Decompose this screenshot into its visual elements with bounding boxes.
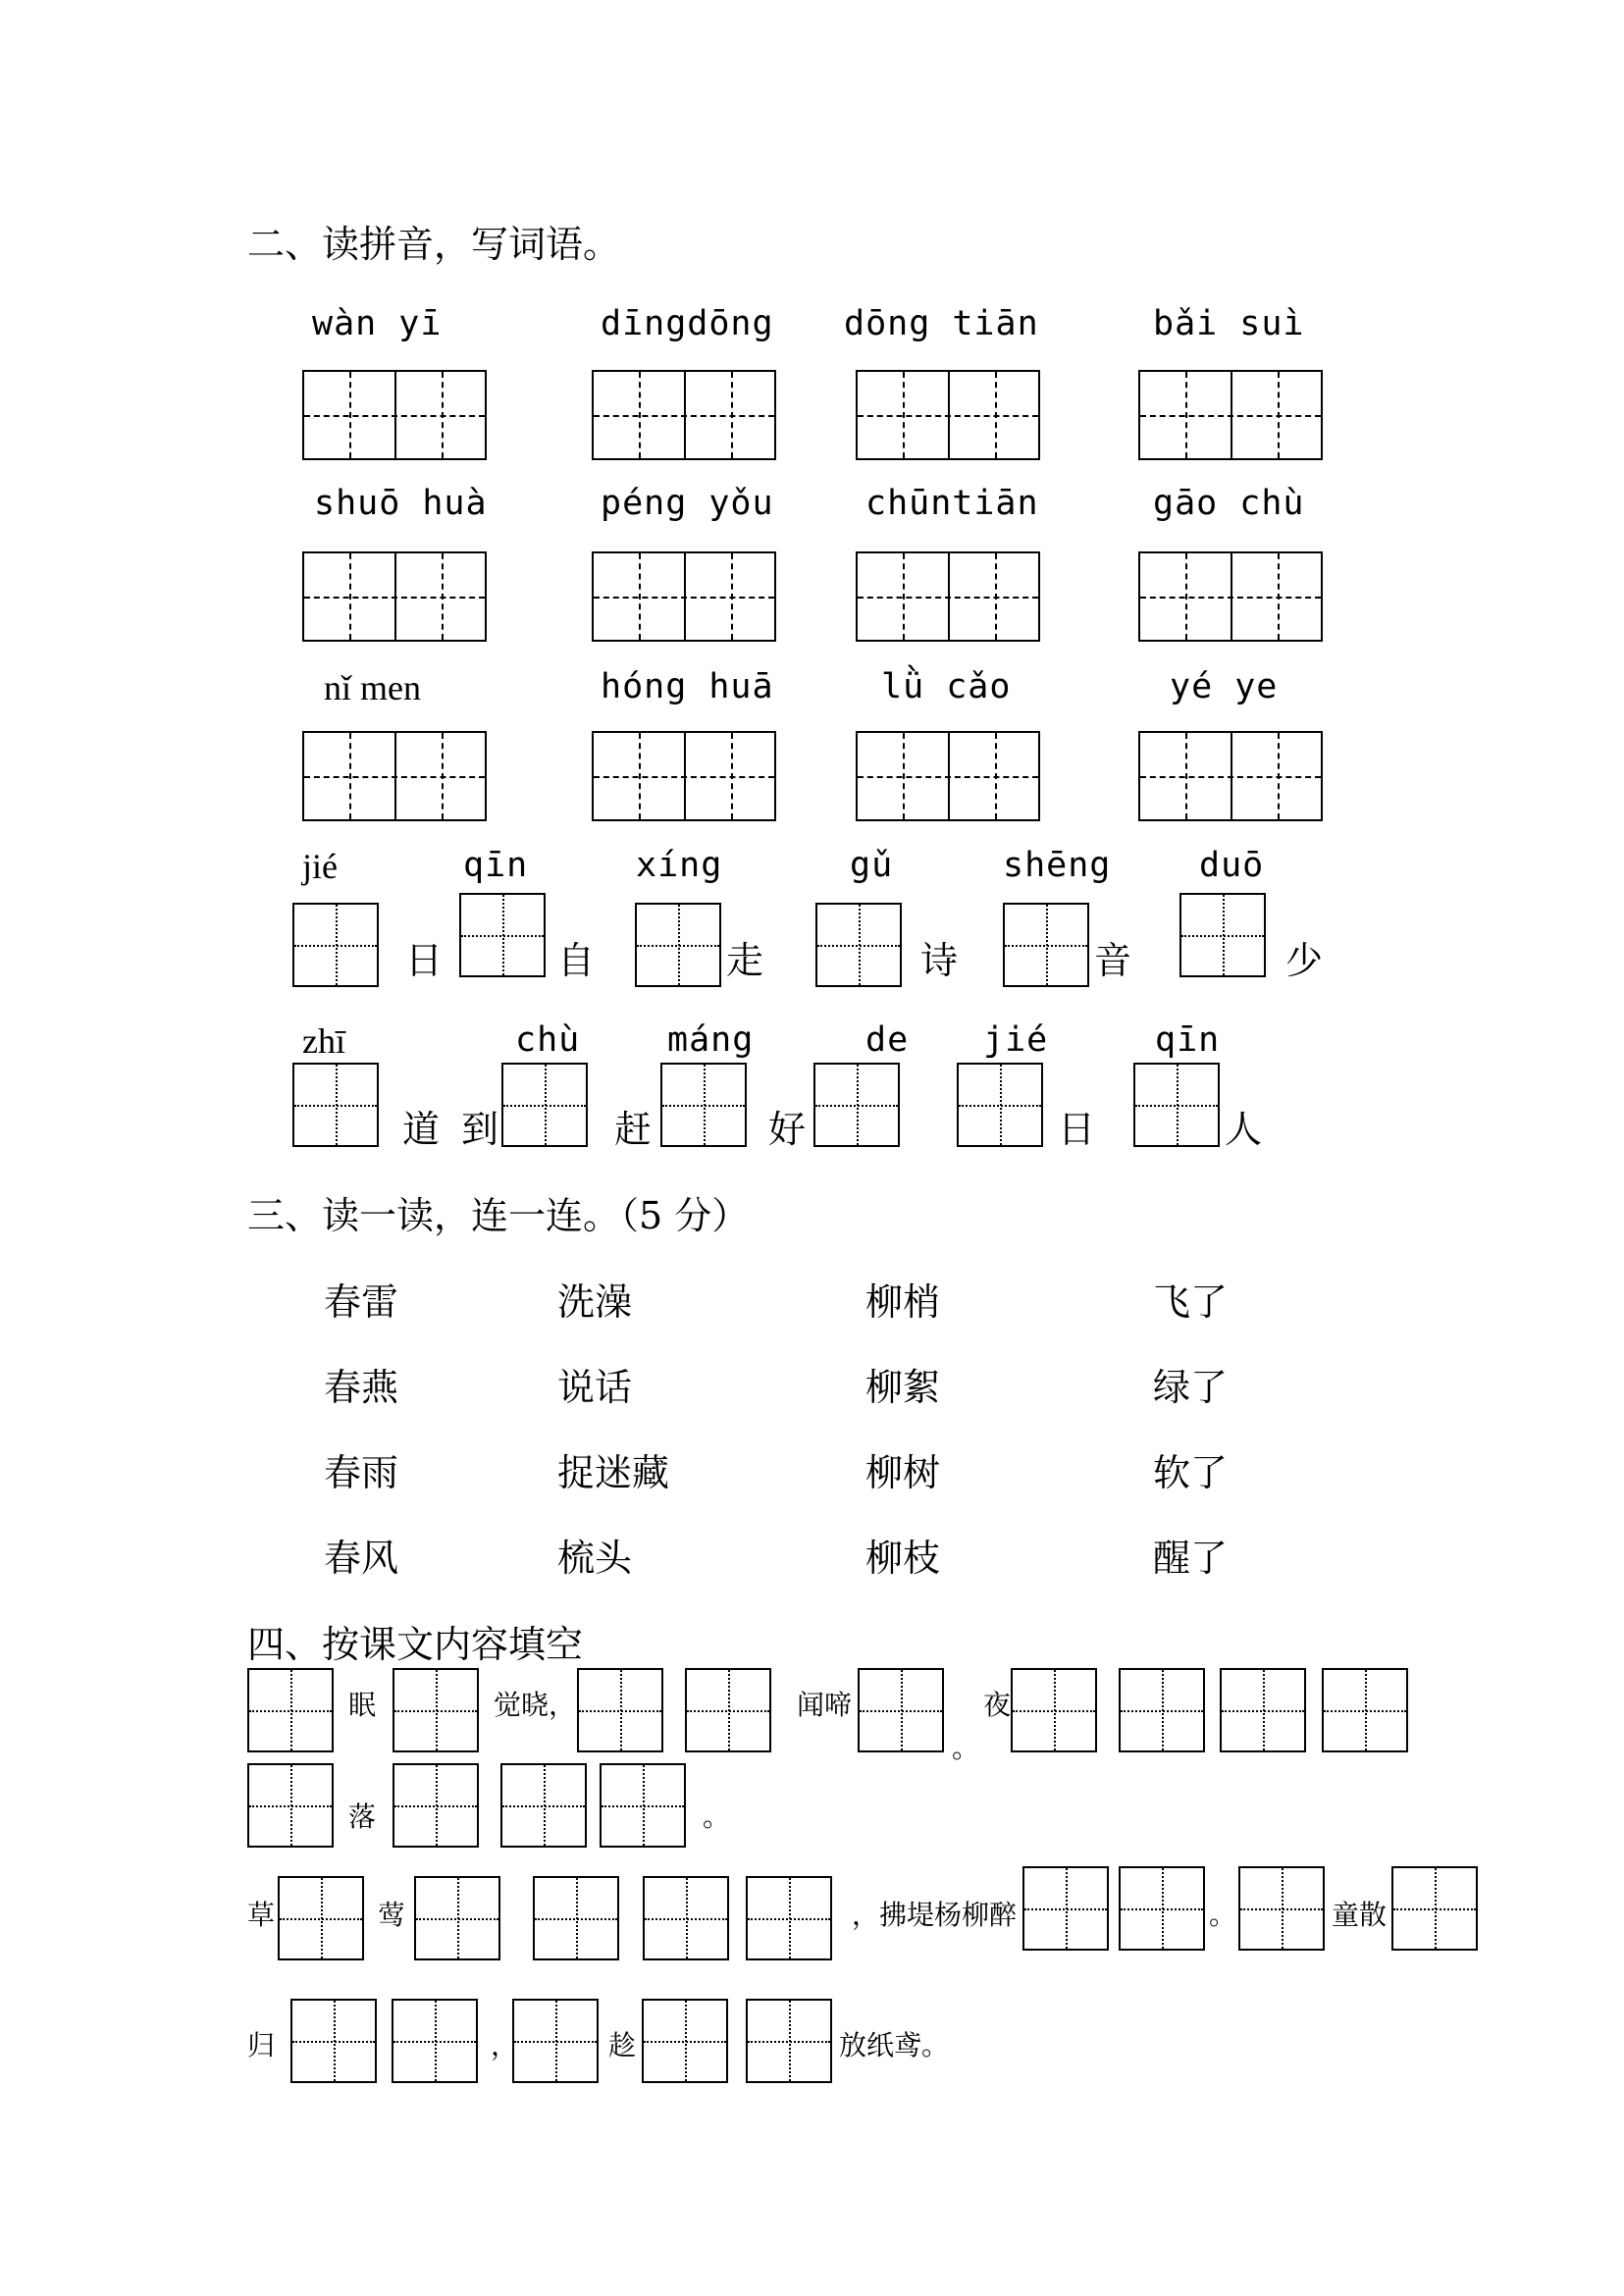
writing-cell[interactable] [813, 1063, 900, 1147]
text-fragment: 。 [703, 1800, 731, 1833]
writing-grid[interactable] [856, 551, 1040, 642]
writing-cell[interactable] [858, 1668, 944, 1752]
given-character: 自 [557, 939, 596, 982]
given-character: 诗 [920, 939, 959, 982]
pinyin-label: dōng tiān [844, 304, 1039, 343]
writing-cell[interactable] [1322, 1668, 1408, 1752]
text-fragment: 落 [348, 1800, 377, 1833]
given-character: 赶 [614, 1108, 653, 1151]
writing-cell[interactable] [746, 1999, 832, 2083]
match-word[interactable]: 洗澡 [557, 1280, 633, 1324]
writing-grid[interactable] [592, 551, 776, 642]
text-fragment: 归 [247, 2029, 276, 2061]
match-word[interactable]: 柳树 [865, 1451, 941, 1494]
writing-cell[interactable] [393, 1668, 479, 1752]
text-fragment: ，拂堤杨柳醉 [852, 1899, 1018, 1931]
writing-cell[interactable] [459, 893, 546, 977]
text-fragment: 。 [952, 1732, 980, 1764]
writing-cell[interactable] [1179, 893, 1266, 977]
text-fragment: 草 [247, 1899, 276, 1931]
pinyin-label: yé ye [1170, 667, 1279, 706]
pinyin-label: shuō huà [314, 484, 488, 523]
writing-cell[interactable] [1022, 1866, 1109, 1951]
given-character: 日 [405, 939, 444, 982]
writing-grid[interactable] [1138, 551, 1323, 642]
pinyin-label: dīngdōng [601, 304, 774, 343]
pinyin-label: máng [667, 1020, 755, 1060]
match-word[interactable]: 春雷 [324, 1280, 399, 1324]
match-word[interactable]: 捉迷藏 [557, 1451, 670, 1494]
writing-grid[interactable] [302, 370, 487, 460]
pinyin-label: gǔ [850, 846, 894, 885]
writing-cell[interactable] [1238, 1866, 1325, 1951]
pinyin-label: chù [515, 1020, 581, 1060]
pinyin-label: xíng [636, 846, 723, 885]
writing-cell[interactable] [635, 903, 721, 987]
text-fragment: 眠 [348, 1689, 377, 1721]
match-word[interactable]: 梳头 [557, 1537, 633, 1580]
section-4-heading: 四、按课文内容填空 [247, 1623, 584, 1666]
given-character: 道 [402, 1108, 441, 1151]
writing-grid[interactable] [592, 370, 776, 460]
writing-cell[interactable] [1119, 1668, 1205, 1752]
writing-grid[interactable] [302, 731, 487, 821]
writing-cell[interactable] [1220, 1668, 1306, 1752]
pinyin-label: lǜ cǎo [881, 667, 1012, 706]
pinyin-label: qīn [463, 846, 529, 885]
text-fragment: 觉晓， [494, 1689, 577, 1721]
writing-cell[interactable] [957, 1063, 1043, 1147]
match-word[interactable]: 飞了 [1153, 1280, 1229, 1324]
given-character: 到 [461, 1108, 499, 1151]
writing-cell[interactable] [290, 1999, 377, 2083]
given-character: 走 [726, 939, 764, 982]
writing-cell[interactable] [392, 1999, 478, 2083]
pinyin-label: chūntiān [865, 484, 1039, 523]
pinyin-label: jié [302, 847, 338, 886]
pinyin-label: duō [1199, 846, 1265, 885]
given-character: 人 [1225, 1108, 1263, 1151]
text-fragment: ， [491, 2029, 519, 2061]
writing-grid[interactable] [592, 731, 776, 821]
writing-cell[interactable] [512, 1999, 599, 2083]
writing-cell[interactable] [292, 1063, 379, 1147]
writing-cell[interactable] [643, 1876, 729, 1960]
given-character: 好 [768, 1108, 807, 1151]
writing-cell[interactable] [247, 1668, 334, 1752]
section-3-heading: 三、读一读，连一连。（5 分） [247, 1194, 750, 1237]
text-fragment: 闻啼 [797, 1689, 853, 1721]
writing-cell[interactable] [393, 1763, 479, 1848]
match-word[interactable]: 柳絮 [865, 1366, 941, 1409]
writing-cell[interactable] [278, 1876, 364, 1960]
match-word[interactable]: 绿了 [1153, 1366, 1229, 1409]
match-word[interactable]: 春燕 [324, 1366, 399, 1409]
writing-grid[interactable] [1138, 731, 1323, 821]
pinyin-label: qīn [1155, 1020, 1221, 1060]
writing-cell[interactable] [1133, 1063, 1220, 1147]
match-word[interactable]: 春雨 [324, 1451, 399, 1494]
writing-grid[interactable] [856, 370, 1040, 460]
writing-cell[interactable] [501, 1063, 588, 1147]
section-2-heading: 二、读拼音，写词语。 [247, 223, 621, 266]
pinyin-label: gāo chù [1153, 484, 1305, 523]
writing-cell[interactable] [660, 1063, 747, 1147]
writing-cell[interactable] [414, 1876, 500, 1960]
pinyin-label: bǎi suì [1153, 304, 1305, 343]
text-fragment: 放纸鸢。 [839, 2029, 950, 2061]
given-character: 少 [1285, 939, 1324, 982]
writing-cell[interactable] [533, 1876, 619, 1960]
writing-cell[interactable] [642, 1999, 728, 2083]
writing-cell[interactable] [1003, 903, 1089, 987]
match-word[interactable]: 醒了 [1153, 1537, 1229, 1580]
pinyin-label: wàn yī [312, 304, 443, 343]
writing-cell[interactable] [577, 1668, 663, 1752]
writing-cell[interactable] [247, 1763, 334, 1848]
writing-cell[interactable] [1011, 1668, 1097, 1752]
match-word[interactable]: 春风 [324, 1537, 399, 1580]
text-fragment: 童散 [1332, 1899, 1388, 1931]
writing-grid[interactable] [1138, 370, 1323, 460]
writing-cell[interactable] [292, 903, 379, 987]
pinyin-label: shēng [1003, 846, 1112, 885]
pinyin-label: nǐ men [324, 668, 421, 707]
text-fragment: 。 [1209, 1899, 1237, 1931]
match-word[interactable]: 柳梢 [865, 1280, 941, 1324]
writing-cell[interactable] [815, 903, 902, 987]
writing-cell[interactable] [1391, 1866, 1478, 1951]
writing-cell[interactable] [1119, 1866, 1205, 1951]
text-fragment: 莺 [378, 1899, 406, 1931]
writing-grid[interactable] [302, 551, 487, 642]
match-word[interactable]: 说话 [557, 1366, 633, 1409]
match-word[interactable]: 软了 [1153, 1451, 1229, 1494]
pinyin-label: de [865, 1020, 910, 1060]
pinyin-label: jié [983, 1020, 1049, 1060]
match-word[interactable]: 柳枝 [865, 1537, 941, 1580]
writing-grid[interactable] [856, 731, 1040, 821]
pinyin-label: hóng huā [601, 667, 774, 706]
pinyin-label: péng yǒu [601, 484, 774, 523]
text-fragment: 夜 [983, 1689, 1012, 1721]
writing-cell[interactable] [746, 1876, 832, 1960]
writing-cell[interactable] [600, 1763, 686, 1848]
pinyin-label: zhī [302, 1021, 345, 1061]
given-character: 音 [1094, 939, 1132, 982]
writing-cell[interactable] [500, 1763, 587, 1848]
writing-cell[interactable] [685, 1668, 771, 1752]
text-fragment: 趁 [608, 2029, 637, 2061]
given-character: 日 [1058, 1108, 1096, 1151]
